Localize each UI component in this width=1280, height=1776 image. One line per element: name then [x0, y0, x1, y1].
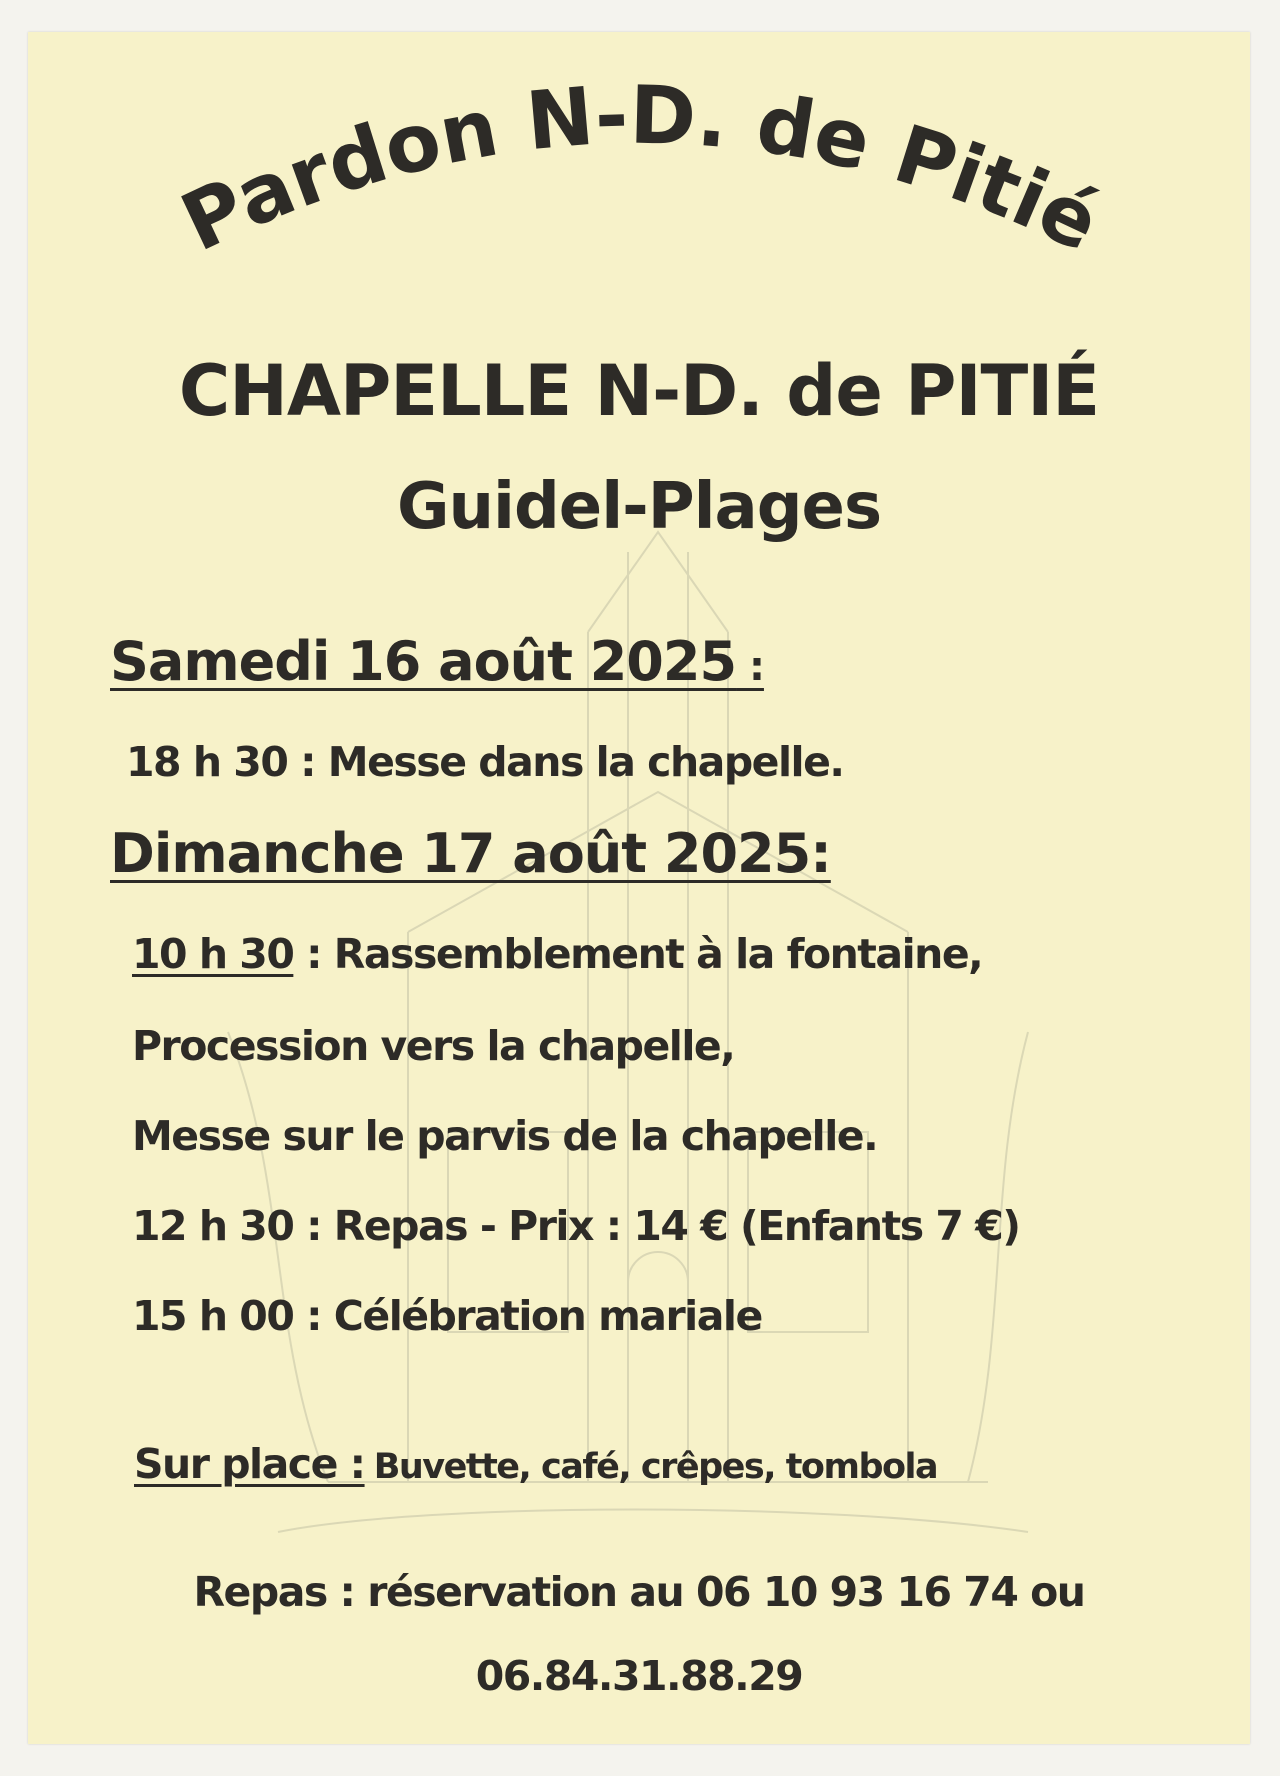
sunday-date: Dimanche 17 août 2025:: [110, 822, 831, 885]
chapel-title: CHAPELLE N-D. de PITIÉ: [178, 350, 1100, 432]
arc-title: [28, 32, 1250, 362]
sunday-item-text: : Rassemblement à la fontaine,: [293, 930, 983, 978]
svg-text:Pardon N-D. de Pitié: [168, 68, 1113, 269]
sunday-item-time: 10 h 30: [132, 930, 294, 978]
flyer-paper: [28, 32, 1250, 1744]
saturday-date-label: Samedi 16 août 2025: [110, 630, 737, 693]
saturday-item: 18 h 30 : Messe dans la chapelle.: [126, 738, 844, 786]
sunday-item: [132, 930, 982, 978]
sunday-item: Procession vers la chapelle,: [132, 1022, 735, 1070]
saturday-date: [110, 630, 764, 693]
sunday-item: 15 h 00 : Célébration mariale: [132, 1292, 762, 1340]
reservation-phone: 06.84.31.88.29: [475, 1652, 803, 1700]
onsite-line: [134, 1440, 937, 1488]
onsite-text: Buvette, café, crêpes, tombola: [373, 1447, 938, 1487]
arc-title-text: Pardon N-D. de Pitié: [167, 68, 1114, 270]
saturday-date-colon: :: [736, 644, 764, 690]
reservation-line: Repas : réservation au 06 10 93 16 74 ou: [193, 1568, 1085, 1616]
sunday-item: Messe sur le parvis de la chapelle.: [132, 1112, 878, 1160]
onsite-label: Sur place :: [134, 1440, 365, 1488]
location-title: Guidel-Plages: [396, 470, 882, 544]
sunday-item: 12 h 30 : Repas - Prix : 14 € (Enfants 7 €): [132, 1202, 1020, 1250]
